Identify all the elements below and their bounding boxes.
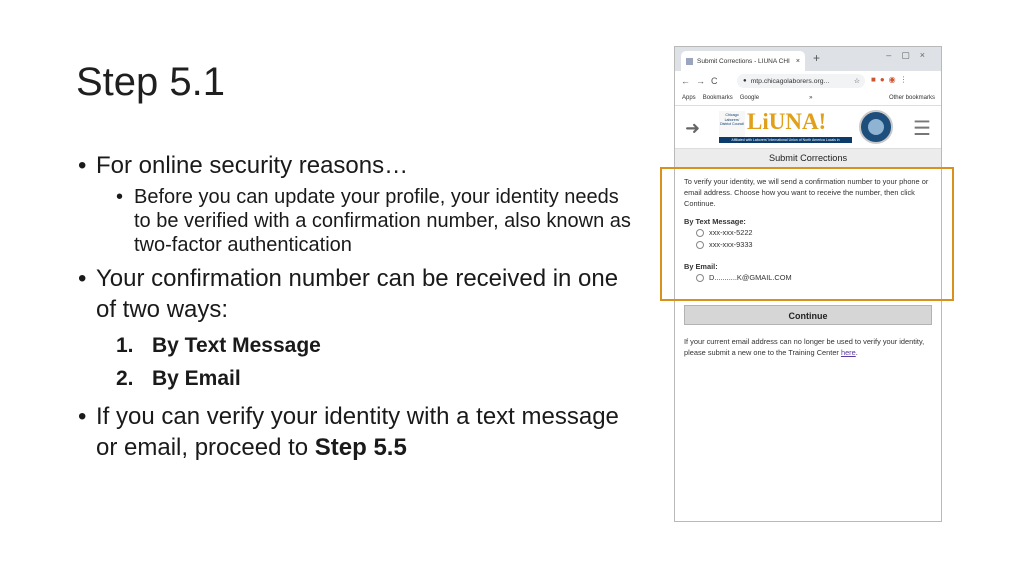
email-address: D...........K@GMAIL.COM bbox=[709, 273, 792, 282]
tab-bar bbox=[675, 47, 941, 71]
bullet-security: • For online security reasons… bbox=[78, 150, 638, 181]
star-icon[interactable]: ☆ bbox=[853, 78, 860, 85]
training-center-link[interactable]: here bbox=[840, 348, 856, 357]
phone-1: xxx-xxx-5222 bbox=[709, 228, 753, 237]
browser-tab[interactable] bbox=[681, 51, 805, 71]
list-text: By Text Message bbox=[152, 334, 321, 357]
bullet-two-ways: • Your confirmation number can be received in one of two ways: bbox=[78, 263, 638, 325]
url-text: mtp.chicagolaborers.org... bbox=[750, 77, 830, 85]
hamburger-menu-icon[interactable]: ☰ bbox=[913, 118, 931, 140]
tab-close-icon[interactable]: × bbox=[795, 57, 800, 65]
list-number: 2. bbox=[116, 367, 134, 390]
text-message-label: By Text Message: bbox=[684, 217, 746, 226]
verification-intro: To verify your identity, we will send a confirmation number to your phone or email address. Choose how you want to receive the number, then click Continue. bbox=[684, 177, 929, 208]
liuna-logo: LiUNA! bbox=[747, 109, 827, 134]
highlight-box bbox=[660, 167, 954, 301]
list-item-email bbox=[116, 362, 638, 395]
bullet-proceed-text: If you can verify your identity with a text message or email, proceed to bbox=[96, 403, 619, 461]
new-tab-button[interactable]: + bbox=[813, 51, 821, 65]
window-controls[interactable]: –▢× bbox=[886, 50, 935, 60]
bullet-proceed bbox=[78, 401, 638, 463]
more-bookmarks[interactable]: » bbox=[809, 95, 813, 101]
bookmarks-bar bbox=[675, 91, 941, 106]
tab-title: Submit Corrections - LIUNA CHI bbox=[697, 57, 790, 65]
step-reference: Step 5.5 bbox=[314, 434, 407, 461]
site-header bbox=[675, 106, 941, 149]
footnote-end: . bbox=[855, 348, 858, 357]
logout-icon[interactable]: ➜ bbox=[685, 118, 701, 138]
logo-strip: Affiliated with Laborers' International Union of North America Locals in bbox=[719, 137, 852, 143]
bullet-list bbox=[78, 150, 638, 467]
list-text: By Email bbox=[152, 367, 241, 390]
footnote-text: If your current email address can no longer be used to verify your identity, please submit a new one to the Training Center bbox=[684, 337, 925, 357]
slide-title: Step 5.1 bbox=[76, 60, 226, 104]
extension-icons[interactable]: ■●◉⋮ bbox=[871, 75, 912, 84]
address-bar-row bbox=[675, 71, 941, 91]
list-item-text bbox=[116, 329, 638, 362]
page-title: Submit Corrections bbox=[675, 149, 941, 168]
lock-icon: ● bbox=[743, 78, 747, 84]
sub-bullet-verification: • Before you can update your profile, your identity needs to be verified with a confirmation number, also known as two-factor authentication bbox=[116, 185, 638, 257]
seal-icon bbox=[859, 110, 893, 144]
list-number: 1. bbox=[116, 334, 134, 357]
nav-buttons[interactable]: ←→C bbox=[681, 76, 724, 86]
other-bookmarks[interactable]: Other bookmarks bbox=[888, 95, 935, 101]
email-label: By Email: bbox=[684, 262, 718, 271]
apps-bookmark[interactable]: Apps bbox=[682, 95, 696, 101]
url-field[interactable] bbox=[737, 74, 865, 88]
google-bookmark[interactable]: Google bbox=[739, 95, 760, 101]
logo-side-text: Chicago Laborers' District Council bbox=[719, 111, 745, 141]
continue-button[interactable]: Continue bbox=[684, 305, 932, 325]
bookmarks-bookmark[interactable]: Bookmarks bbox=[702, 95, 733, 101]
favicon-icon bbox=[686, 58, 693, 65]
footnote bbox=[684, 336, 936, 358]
phone-2: xxx-xxx-9333 bbox=[709, 240, 753, 249]
